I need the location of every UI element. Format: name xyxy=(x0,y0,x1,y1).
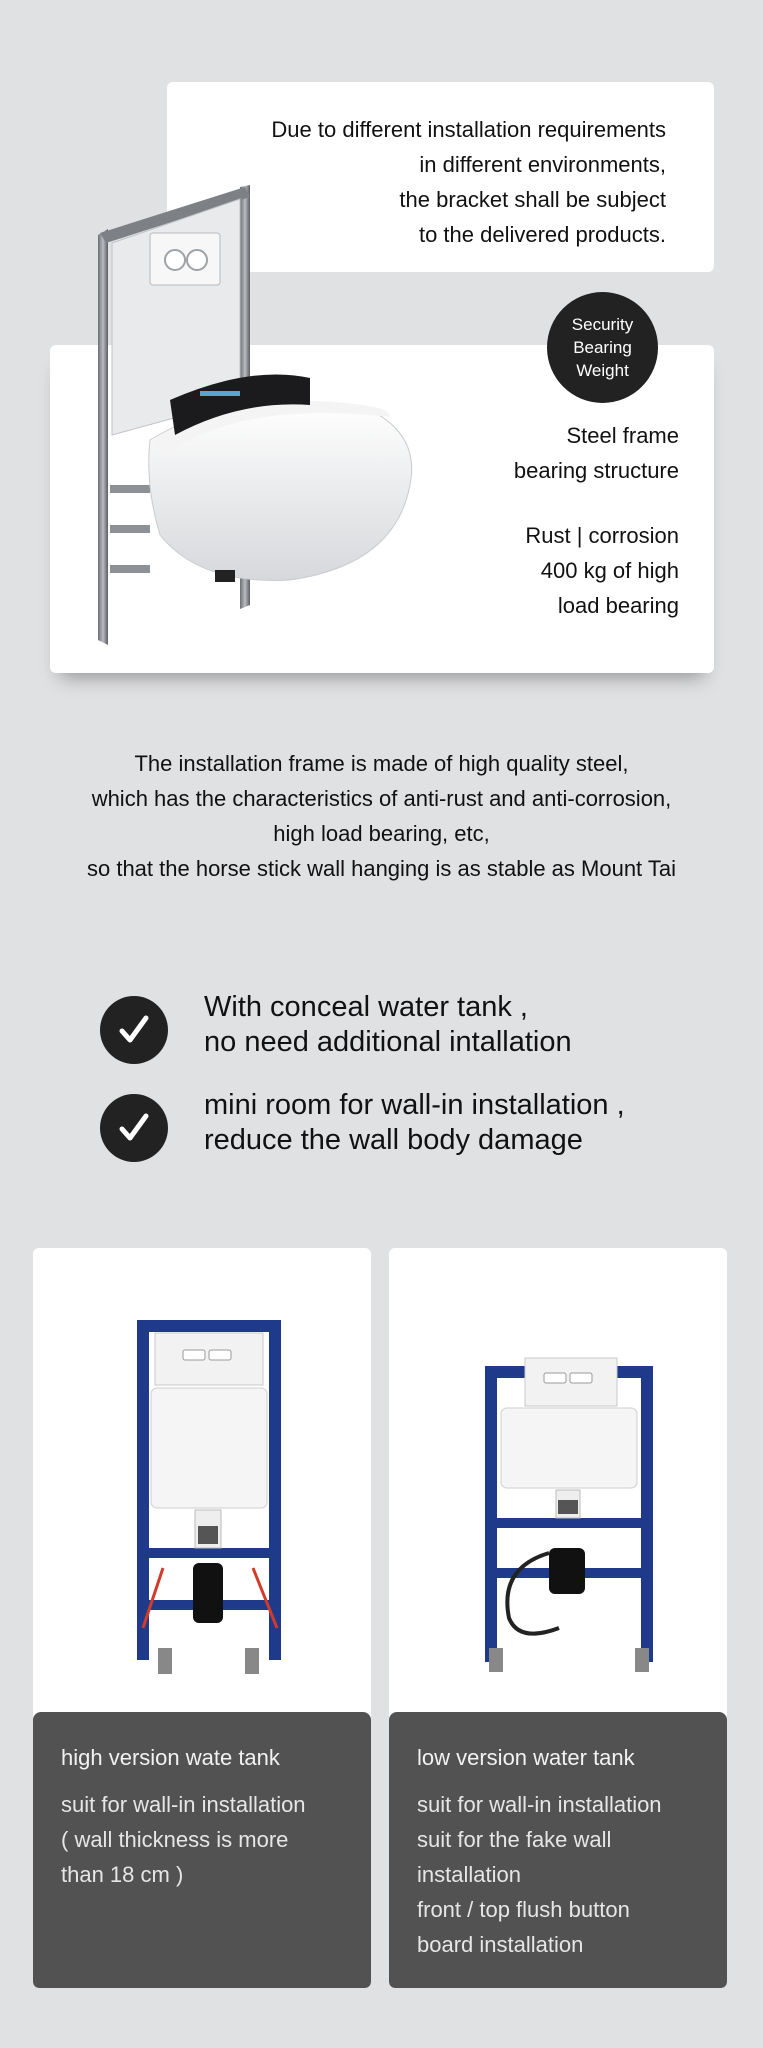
product-desc-line: suit for wall-in installation xyxy=(61,1792,306,1817)
product-desc-line: installation xyxy=(417,1862,521,1887)
high-version-tank-image xyxy=(33,1248,371,1713)
product-title: high version wate tank xyxy=(61,1745,280,1770)
security-bearing-weight-badge xyxy=(547,292,658,403)
notice-line: Due to different installation requirements xyxy=(271,117,666,142)
checklist-item xyxy=(100,990,720,1070)
product-description xyxy=(61,1787,361,1892)
badge-line: Weight xyxy=(576,361,629,380)
product-title: low version water tank xyxy=(417,1745,635,1770)
feature-line: Rust | corrosion xyxy=(525,523,679,548)
steel-frame-feature xyxy=(379,418,679,488)
feature-line: load bearing xyxy=(557,593,679,618)
checklist-line: reduce the wall body damage xyxy=(204,1124,583,1156)
checklist-text xyxy=(204,1088,625,1158)
product-description xyxy=(417,1787,717,1962)
notice-line: the bracket shall be subject xyxy=(399,187,666,212)
checklist-line: no need additional intallation xyxy=(204,1026,572,1058)
product-desc-line: ( wall thickness is more xyxy=(61,1827,289,1852)
product-desc-line: than 18 cm ) xyxy=(61,1862,184,1887)
product-desc-line: suit for the fake wall xyxy=(417,1827,612,1852)
notice-line: to the delivered products. xyxy=(418,222,666,247)
product-desc-line: front / top flush button xyxy=(417,1897,630,1922)
feature-line: bearing structure xyxy=(513,458,679,483)
product-info-panel xyxy=(389,1712,727,1988)
description-line: which has the characteristics of anti-rust and anti-corrosion, xyxy=(91,786,672,811)
description-line: so that the horse stick wall hanging is as stable as Mount Tai xyxy=(86,856,677,881)
product-card-low-version xyxy=(389,1248,727,1988)
checklist-line: With conceal water tank , xyxy=(204,991,528,1023)
checkmark-icon xyxy=(100,1094,168,1162)
checklist-line: mini room for wall-in installation , xyxy=(204,1089,625,1121)
badge-line: Bearing xyxy=(573,338,632,357)
checklist-item xyxy=(100,1088,720,1168)
low-version-tank-image xyxy=(389,1248,727,1713)
description-line: The installation frame is made of high quality steel, xyxy=(134,751,629,776)
load-bearing-feature xyxy=(379,518,679,623)
badge-line: Security xyxy=(571,315,634,334)
notice-line: in different environments, xyxy=(419,152,666,177)
checklist-text xyxy=(204,990,572,1060)
feature-line: Steel frame xyxy=(566,423,679,448)
frame-description xyxy=(0,746,763,886)
feature-line: 400 kg of high xyxy=(540,558,679,583)
product-card-high-version xyxy=(33,1248,371,1988)
checkmark-icon xyxy=(100,996,168,1064)
description-line: high load bearing, etc, xyxy=(273,821,490,846)
product-desc-line: suit for wall-in installation xyxy=(417,1792,662,1817)
product-info-panel xyxy=(33,1712,371,1988)
product-desc-line: board installation xyxy=(417,1932,584,1957)
